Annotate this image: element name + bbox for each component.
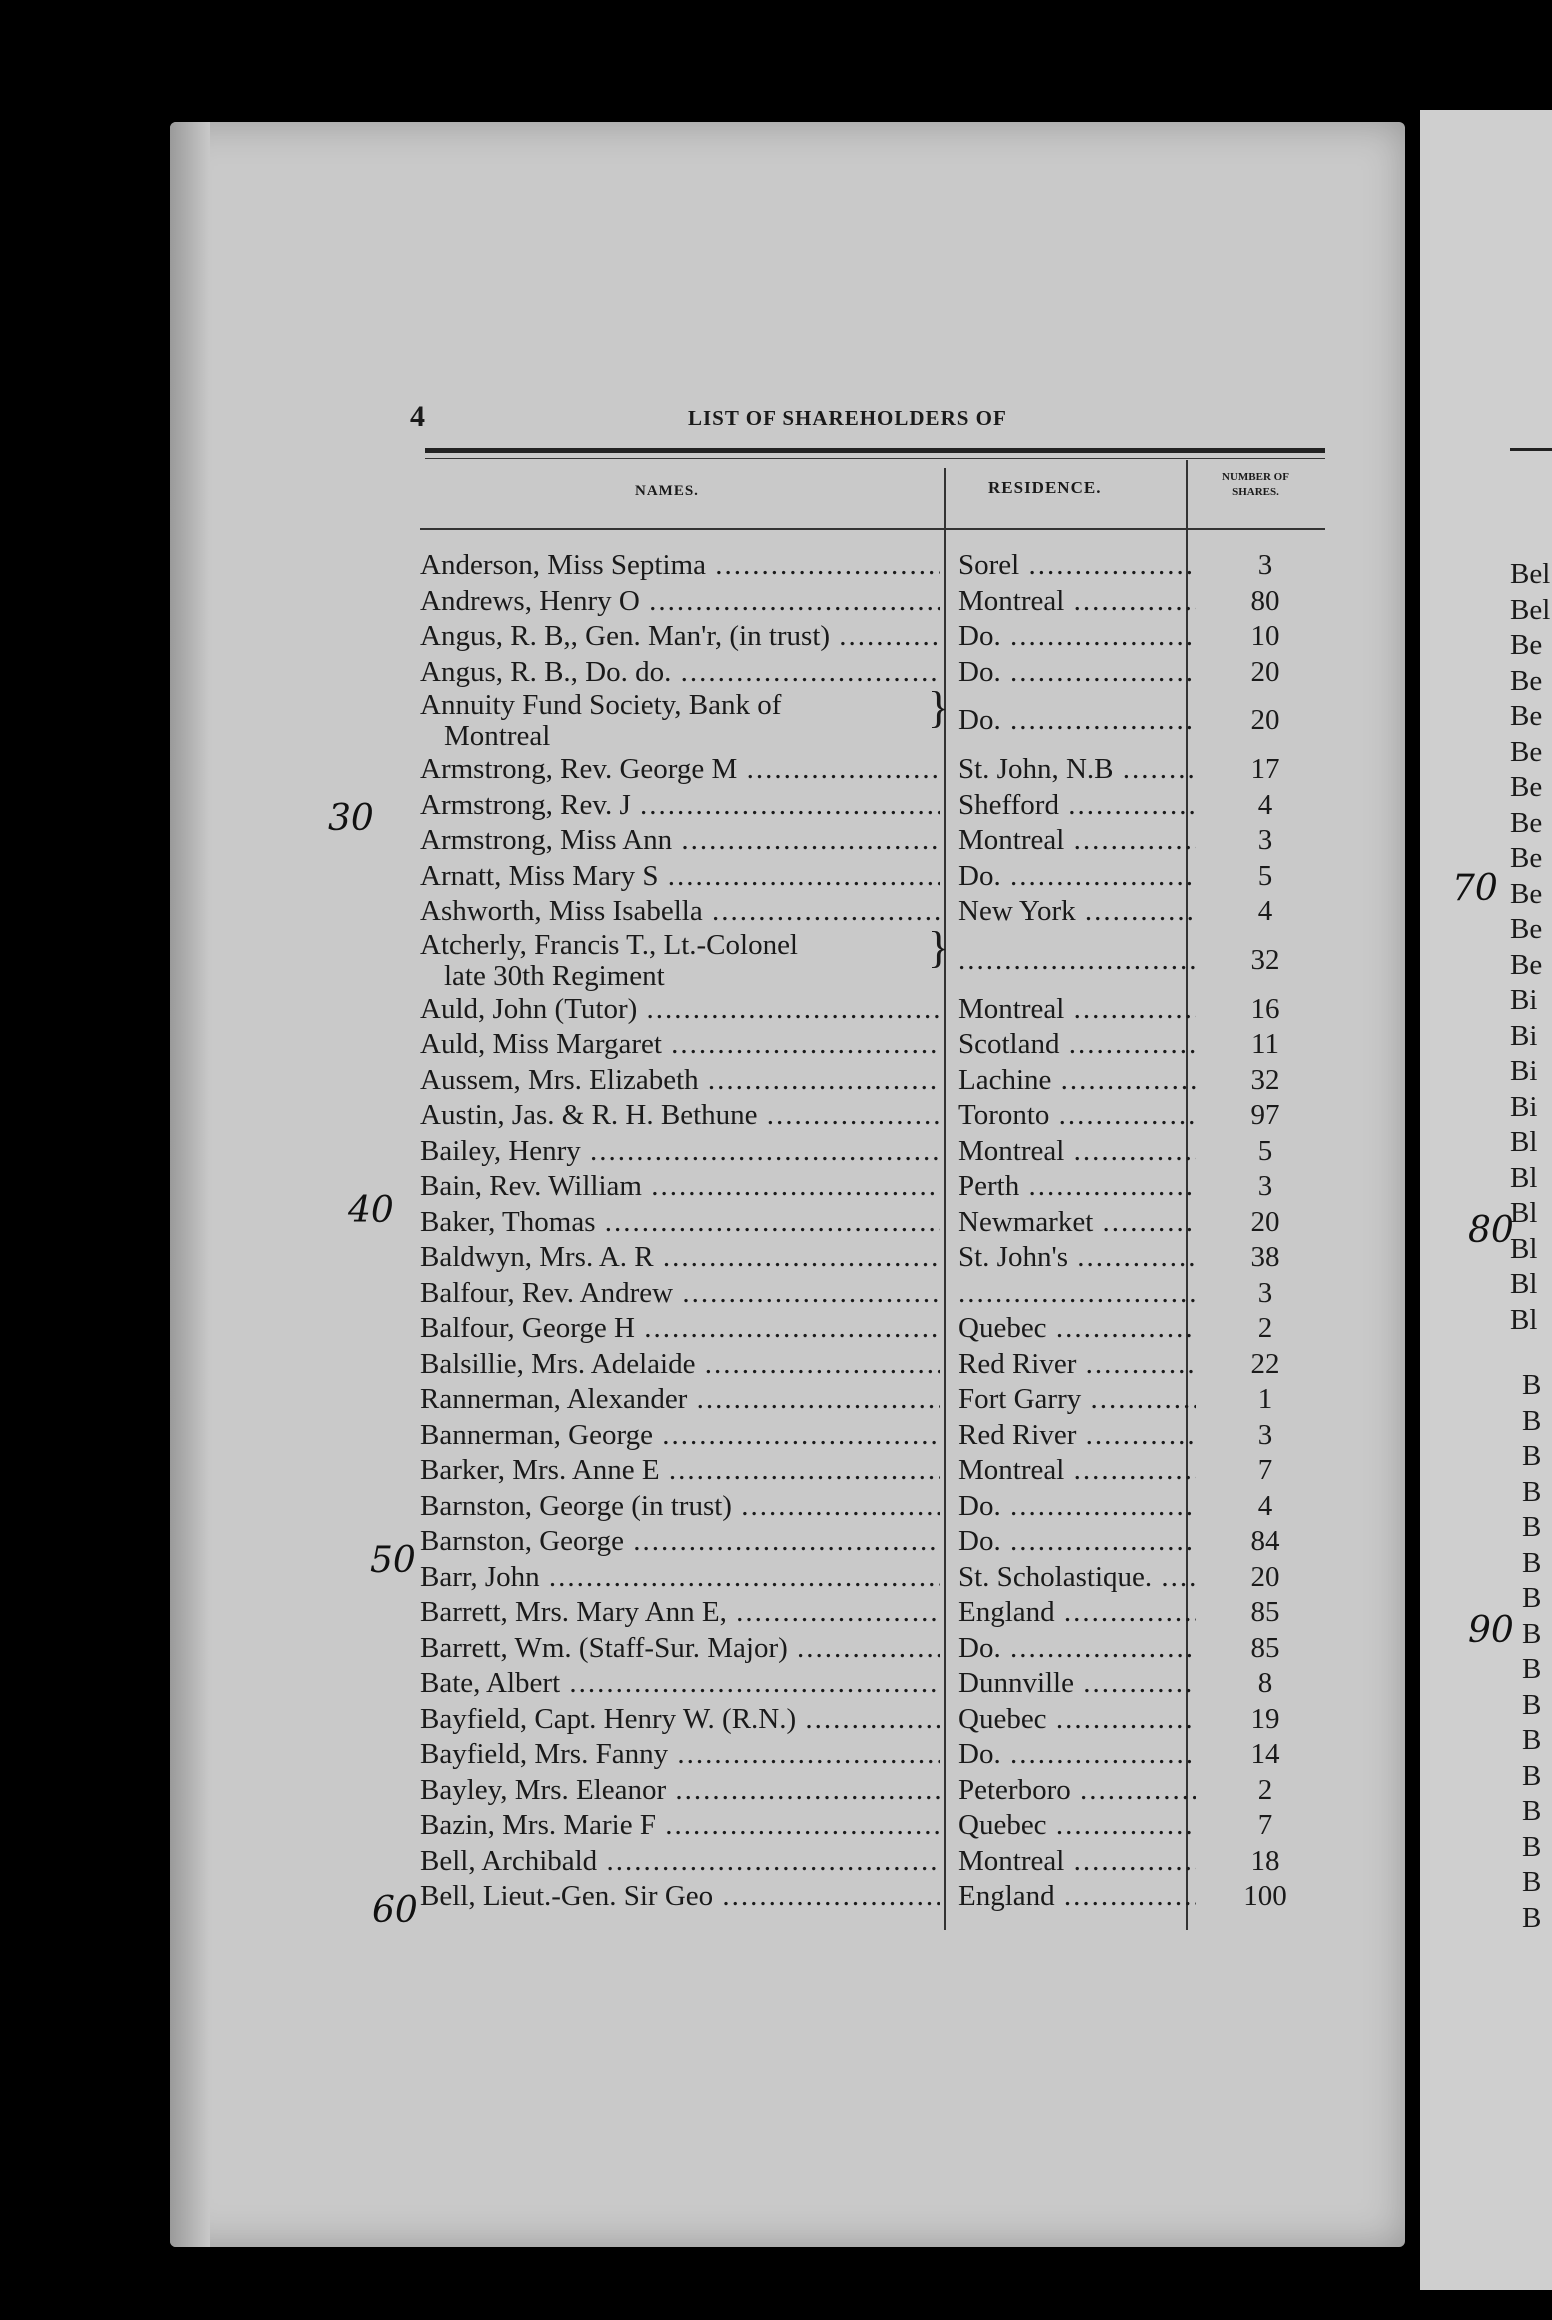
shareholder-name-line1: Annuity Fund Society, Bank of [420, 690, 782, 721]
table-row [420, 1169, 1320, 1205]
shareholder-name: Aussem, Mrs. Elizabeth ..... [420, 1063, 940, 1099]
table-row [420, 683, 1320, 752]
table-row [420, 1737, 1320, 1773]
table-row [420, 752, 1320, 788]
residence: Red River ..... [958, 1418, 1196, 1454]
table-row [420, 1808, 1320, 1844]
table-row [420, 1311, 1320, 1347]
share-count: 2 [1257, 1312, 1273, 1344]
residence: Do. ..... [958, 655, 1196, 691]
residence: Do. ..... [958, 1631, 1196, 1667]
residence: St. John's ..... [958, 1240, 1196, 1276]
table-row [420, 1879, 1320, 1915]
share-count: 38 [1250, 1241, 1280, 1273]
next-page-fragment: Bl [1510, 1126, 1538, 1158]
share-count: 20 [1250, 655, 1280, 688]
shareholder-name: Balfour, George H ..... [420, 1311, 940, 1347]
residence: St. John, N.B ..... [958, 752, 1196, 788]
residence: Do. ..... [958, 1737, 1196, 1773]
table-row [420, 1240, 1320, 1276]
shareholder-name: Andrews, Henry O ..... [420, 584, 940, 620]
residence: Peterboro ..... [958, 1773, 1196, 1809]
residence: Scotland ..... [958, 1027, 1196, 1063]
next-page-fragment: B [1522, 1901, 1542, 1934]
column-header-names: NAMES. [635, 483, 699, 499]
share-count: 14 [1250, 1738, 1280, 1770]
residence: Montreal ..... [958, 1134, 1196, 1170]
table-row [420, 788, 1320, 824]
table-row [420, 1702, 1320, 1738]
next-page-fragment: B [1522, 1404, 1542, 1437]
residence: Do. ..... [958, 619, 1196, 655]
residence: Fort Garry ..... [958, 1382, 1196, 1418]
shareholder-table [420, 548, 1320, 1915]
next-page-margin-note: 70 [1452, 868, 1498, 909]
shareholder-name: Bailey, Henry ..... [420, 1134, 940, 1170]
table-row [420, 584, 1320, 620]
table-row [420, 1134, 1320, 1170]
table-row [420, 1347, 1320, 1383]
table-row [420, 1098, 1320, 1134]
shareholder-name: Auld, Miss Margaret ..... [420, 1027, 940, 1063]
shareholder-name [420, 930, 940, 992]
shareholder-name: Auld, John (Tutor) ..... [420, 992, 940, 1028]
shareholder-name: Angus, R. B., Do. do. ..... [420, 655, 940, 691]
next-page-fragment: Be [1510, 842, 1543, 874]
residence: Sorel ..... [958, 548, 1196, 584]
residence: Montreal ..... [958, 992, 1196, 1028]
shareholder-name: Armstrong, Rev. J ..... [420, 788, 940, 824]
next-page-fragment: Be [1510, 913, 1543, 945]
margin-note: 60 [372, 1890, 418, 1931]
next-page-margin-note: 90 [1468, 1610, 1514, 1651]
table-row [420, 1560, 1320, 1596]
next-page-fragment: Bl [1510, 1232, 1538, 1265]
brace-glyph: } [928, 683, 950, 732]
share-count: 3 [1257, 1276, 1273, 1309]
table-row [420, 1418, 1320, 1454]
next-page-fragment: B [1522, 1582, 1542, 1614]
share-count: 32 [1250, 943, 1280, 976]
residence: Lachine ..... [958, 1063, 1196, 1099]
table-row [420, 1524, 1320, 1560]
shareholder-name-line2: late 30th Regiment [444, 959, 665, 992]
share-count: 2 [1257, 1773, 1273, 1806]
shareholder-name: Bain, Rev. William ..... [420, 1169, 940, 1205]
residence: St. Scholastique. ..... [958, 1560, 1196, 1596]
next-page-fragment: Bel [1510, 558, 1551, 590]
share-count: 4 [1257, 895, 1273, 927]
next-page-fragment: B [1522, 1475, 1542, 1508]
next-page-fragment: B [1522, 1617, 1542, 1650]
next-page-fragment: B [1522, 1759, 1542, 1792]
next-page-fragment: Bi [1510, 984, 1538, 1016]
table-row [420, 1382, 1320, 1418]
next-page-fragment: B [1522, 1795, 1542, 1827]
header-rule [425, 448, 1325, 453]
share-count: 5 [1257, 1134, 1273, 1167]
column-header-rule [420, 528, 1325, 530]
shareholder-name: Baker, Thomas ..... [420, 1205, 940, 1241]
shareholder-name: Balfour, Rev. Andrew ..... [420, 1276, 940, 1312]
share-count: 32 [1250, 1063, 1280, 1096]
shareholder-name: Bazin, Mrs. Marie F ..... [420, 1808, 940, 1844]
table-row [420, 1205, 1320, 1241]
residence: Perth ..... [958, 1169, 1196, 1205]
next-page-fragment: Be [1510, 806, 1543, 839]
residence: New York ..... [958, 894, 1196, 930]
share-count: 5 [1257, 859, 1273, 892]
shareholder-name: Anderson, Miss Septima ..... [420, 548, 940, 584]
margin-note: 50 [370, 1540, 416, 1581]
residence: Quebec ..... [958, 1702, 1196, 1738]
table-row [420, 922, 1320, 992]
share-count: 16 [1250, 992, 1280, 1025]
next-page-fragment: Bl [1510, 1268, 1538, 1300]
share-count: 1 [1257, 1383, 1273, 1415]
table-row [420, 1844, 1320, 1880]
next-page-fragment: B [1522, 1546, 1542, 1579]
shareholder-name: Barr, John ..... [420, 1560, 940, 1596]
next-page-fragment: Bel [1510, 593, 1551, 626]
shareholder-name: Rannerman, Alexander ..... [420, 1382, 940, 1418]
share-count: 19 [1250, 1702, 1280, 1735]
next-page-fragment: Be [1510, 735, 1543, 768]
residence: Do. ..... [958, 859, 1196, 895]
shareholder-name: Bayley, Mrs. Eleanor ..... [420, 1773, 940, 1809]
residence: England ..... [958, 1879, 1196, 1915]
page-binding-edge [170, 122, 210, 2247]
share-count: 22 [1250, 1347, 1280, 1380]
share-count: 17 [1250, 753, 1280, 785]
next-page-fragment: B [1522, 1369, 1542, 1401]
next-page-fragment: Bl [1510, 1197, 1538, 1229]
residence: Montreal ..... [958, 1844, 1196, 1880]
table-row [420, 1595, 1320, 1631]
shareholder-name: Barker, Mrs. Anne E ..... [420, 1453, 940, 1489]
table-row [420, 1063, 1320, 1099]
share-count: 20 [1250, 1560, 1280, 1593]
share-count: 11 [1251, 1028, 1279, 1060]
next-page-fragment: Be [1510, 771, 1543, 803]
share-count: 100 [1243, 1880, 1287, 1912]
share-count: 20 [1250, 1205, 1280, 1238]
next-page-fragment: Bi [1510, 1019, 1538, 1052]
table-row [420, 859, 1320, 895]
next-page-fragment: Be [1510, 948, 1543, 981]
residence: England ..... [958, 1595, 1196, 1631]
residence: Dunnville ..... [958, 1666, 1196, 1702]
shareholder-name-line2: Montreal [444, 720, 551, 752]
table-row [420, 1489, 1320, 1525]
share-count: 7 [1257, 1809, 1273, 1841]
shareholder-name: Bayfield, Mrs. Fanny ..... [420, 1737, 940, 1773]
residence: Newmarket ..... [958, 1205, 1196, 1241]
column-header-shares-line1: NUMBER OF [1222, 471, 1289, 483]
share-count: 85 [1250, 1596, 1280, 1628]
table-row [420, 1773, 1320, 1809]
residence: Shefford ..... [958, 788, 1196, 824]
header-rule-thin [425, 458, 1325, 459]
residence: Quebec ..... [958, 1311, 1196, 1347]
shareholder-name: Angus, R. B,, Gen. Man'r, (in trust) ..... [420, 619, 940, 655]
residence [958, 1276, 1196, 1312]
share-count: 10 [1250, 620, 1280, 652]
share-count: 97 [1250, 1099, 1280, 1131]
shareholder-name: Armstrong, Miss Ann ..... [420, 823, 940, 859]
next-page-margin-note: 80 [1468, 1210, 1514, 1251]
next-page-fragment: B [1522, 1440, 1542, 1472]
share-count: 80 [1250, 584, 1280, 617]
shareholder-name: Bate, Albert ..... [420, 1666, 940, 1702]
shareholder-name: Balsillie, Mrs. Adelaide ..... [420, 1347, 940, 1383]
share-count: 3 [1257, 1170, 1273, 1202]
shareholder-name: Bayfield, Capt. Henry W. (R.N.) ..... [420, 1702, 940, 1738]
share-count: 4 [1257, 788, 1273, 821]
next-page-fragment: B [1522, 1653, 1542, 1685]
shareholder-name: Bell, Lieut.-Gen. Sir Geo ..... [420, 1879, 940, 1915]
residence: Do. ..... [958, 1524, 1196, 1560]
residence: Quebec ..... [958, 1808, 1196, 1844]
next-page-fragment: Be [1510, 700, 1543, 732]
share-count: 85 [1250, 1631, 1280, 1664]
share-count: 18 [1250, 1844, 1280, 1877]
table-row [420, 992, 1320, 1028]
share-count: 8 [1257, 1667, 1273, 1699]
shareholder-name: Barrett, Mrs. Mary Ann E, ..... [420, 1595, 940, 1631]
residence: Toronto ..... [958, 1098, 1196, 1134]
table-row [420, 548, 1320, 584]
column-header-shares [1198, 470, 1313, 500]
shareholder-name: Barnston, George ..... [420, 1524, 940, 1560]
residence: Do. ..... [958, 705, 1196, 736]
margin-note: 30 [328, 798, 374, 839]
next-page-fragment: Bl [1510, 1161, 1538, 1194]
table-row [420, 655, 1320, 691]
table-row [420, 1666, 1320, 1702]
next-page-fragment: Bi [1510, 1090, 1538, 1123]
next-page-fragment: Be [1510, 629, 1543, 661]
next-page-fragment: B [1522, 1866, 1542, 1898]
shareholder-name: Arnatt, Miss Mary S ..... [420, 859, 940, 895]
brace-glyph: } [928, 922, 950, 972]
table-row [420, 823, 1320, 859]
next-page-fragment: Be [1510, 877, 1543, 910]
next-page-fragment: B [1522, 1511, 1542, 1543]
residence [958, 945, 1196, 976]
table-row [420, 1276, 1320, 1312]
share-count: 20 [1250, 704, 1280, 736]
share-count: 7 [1257, 1454, 1273, 1486]
table-row [420, 894, 1320, 930]
next-page-rule [1510, 448, 1552, 451]
next-page-fragment: Bi [1510, 1055, 1538, 1087]
shareholder-name: Austin, Jas. & R. H. Bethune ..... [420, 1098, 940, 1134]
shareholder-name-line1: Atcherly, Francis T., Lt.-Colonel [420, 929, 798, 961]
shareholder-name: Ashworth, Miss Isabella ..... [420, 894, 940, 930]
share-count: 3 [1257, 824, 1273, 856]
share-count: 4 [1257, 1489, 1273, 1522]
next-page-fragment: Be [1510, 664, 1543, 697]
residence: Montreal ..... [958, 584, 1196, 620]
residence: Montreal ..... [958, 1453, 1196, 1489]
next-page-edge [1420, 110, 1552, 2290]
shareholder-name: Barnston, George (in trust) ..... [420, 1489, 940, 1525]
next-page-fragment: B [1522, 1688, 1542, 1721]
next-page-fragment: B [1522, 1830, 1542, 1863]
share-count: 3 [1257, 1418, 1273, 1451]
share-count: 84 [1250, 1525, 1280, 1557]
column-header-shares-line2: SHARES. [1232, 486, 1279, 498]
column-header-residence: RESIDENCE. [988, 478, 1102, 497]
table-row [420, 1453, 1320, 1489]
shareholder-name: Bannerman, George ..... [420, 1418, 940, 1454]
page-number: 4 [410, 400, 425, 433]
table-row [420, 619, 1320, 655]
margin-note: 40 [348, 1190, 394, 1231]
shareholder-name: Bell, Archibald ..... [420, 1844, 940, 1880]
page-title: LIST OF SHAREHOLDERS OF [688, 406, 1007, 430]
next-page-fragment: B [1522, 1724, 1542, 1756]
shareholder-name: Baldwyn, Mrs. A. R ..... [420, 1240, 940, 1276]
table-row [420, 1027, 1320, 1063]
residence: Red River ..... [958, 1347, 1196, 1383]
shareholder-name: Barrett, Wm. (Staff-Sur. Major) ..... [420, 1631, 940, 1667]
share-count: 3 [1257, 549, 1273, 581]
next-page-fragment: Bl [1510, 1303, 1538, 1336]
residence: Do. ..... [958, 1489, 1196, 1525]
residence: Montreal ..... [958, 823, 1196, 859]
table-row [420, 1631, 1320, 1667]
shareholder-name: Armstrong, Rev. George M ..... [420, 752, 940, 788]
shareholder-name [420, 690, 940, 752]
